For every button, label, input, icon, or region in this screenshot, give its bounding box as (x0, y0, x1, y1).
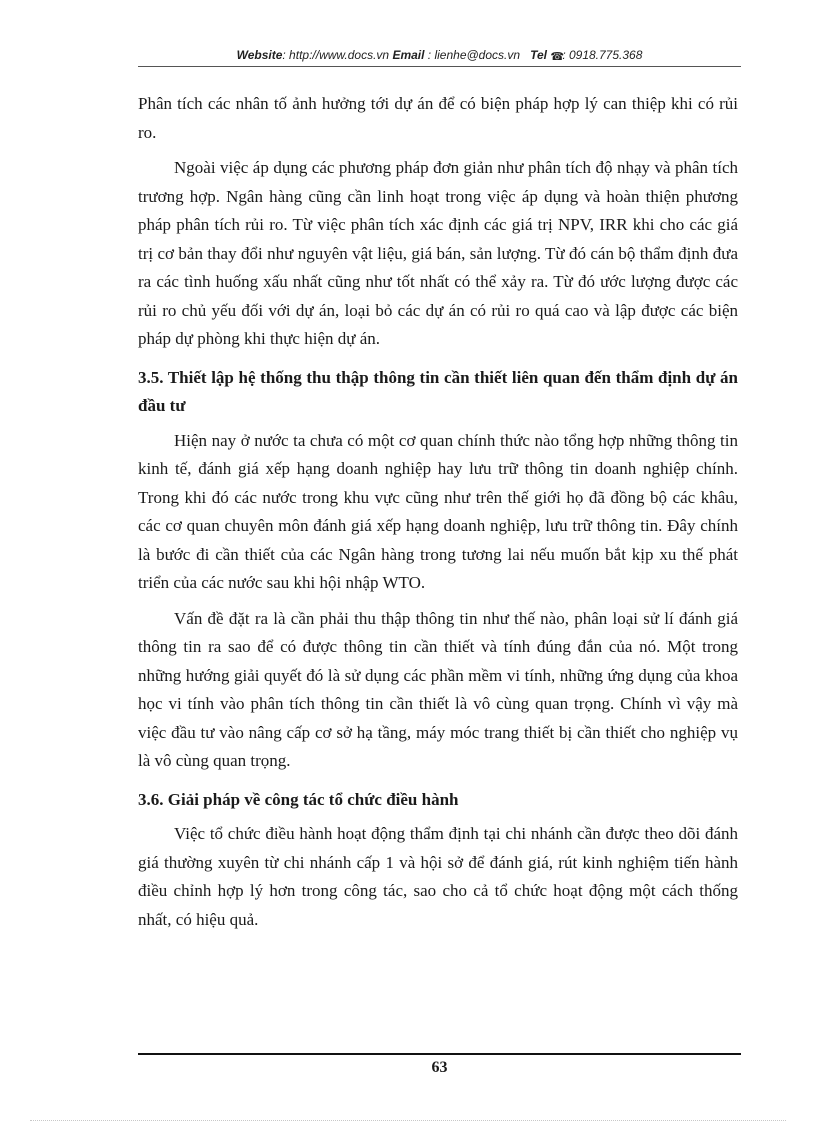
section-heading-3-6: 3.6. Giải pháp về công tác tổ chức điều hành (138, 789, 459, 809)
tel-label: Tel (530, 48, 547, 62)
footer-divider (138, 1053, 741, 1055)
section-heading-3-5: 3.5. Thiết lập hệ thống thu thập thông tin cần thiết liên quan đến thẩm định dự án đầu tư (138, 367, 738, 415)
paragraph-information-collection: Vấn đề đặt ra là cần phải thu thập thông tin như thế nào, phân loại sử lí đánh giá thông tin ra sao để có được thông tin cần thiết và tính đúng đắn của nó. Một trong những hướng giải quyết đó là sử dụng các phần mềm vi tính, những ứng dụng của khoa học vi tính vào phân tích thông tin cần thiết là vô cùng quan trọng. Chính vì vậy mà việc đầu tư vào nâng cấp cơ sở hạ tầng, máy móc trang thiết bị cần thiết cho nghiệp vụ là vô cùng quan trọng. (138, 608, 738, 770)
website-label: Website (236, 48, 283, 62)
email-value: : lienhe@docs.vn (424, 48, 521, 62)
page-content (138, 90, 738, 934)
paragraph-information-current-state: Hiện nay ở nước ta chưa có một cơ quan chính thức nào tổng hợp những thông tin kinh tế, đánh giá xếp hạng doanh nghiệp hay lưu trữ thông tin doanh nghiệp chính. Trong khi đó các nước trong khu vực cũng như trên thế giới họ đã đồng bộ các khâu, các cơ quan chuyên môn đánh giá xếp hạng doanh nghiệp, lưu trữ thông tin. Đây chính là bước đi cần thiết của các Ngân hàng trong tương lai nếu muốn bắt kịp xu thế phát triển của các nước sau khi hội nhập WTO. (138, 430, 738, 592)
tel-value: : 0918.775.368 (562, 48, 643, 62)
paragraph-risk-analysis: Ngoài việc áp dụng các phương pháp đơn giản như phân tích độ nhạy và phân tích trương hợp. Ngân hàng cũng cần linh hoạt trong việc áp dụng và hoàn thiện phương pháp phân tích rủi ro. Từ việc phân tích xác định các giá trị NPV, IRR khi cho các giá trị cơ bản thay đổi như nguyên vật liệu, giá bán, sản lượng. Từ đó cán bộ thẩm định đưa ra các tình huống xấu nhất cũng như tốt nhất có thể xảy ra. Từ đó ước lượng được các rủi ro chủ yếu đối với dự án, loại bỏ các dự án có rủi ro quá cao và lập được các biện pháp dự phòng khi thực hiện dự án. (138, 158, 738, 348)
paragraph-organization-management: Việc tổ chức điều hành hoạt động thẩm định tại chi nhánh cần được theo dõi đánh giá thường xuyên từ chi nhánh cấp 1 và hội sở để đánh giá, rút kinh nghiệm tiến hành điều chỉnh hợp lý hơn trong công tác, sao cho cả tổ chức hoạt động một cách thống nhất, có hiệu quả. (138, 824, 738, 929)
email-label: Email (392, 48, 425, 62)
page-bottom-dotted-line (30, 1120, 786, 1121)
phone-icon: ☎ (550, 51, 565, 63)
page-number: 63 (431, 1059, 448, 1076)
page-header (138, 46, 741, 67)
paragraph-risk-intervention: Phân tích các nhân tố ảnh hưởng tới dự án để có biện pháp hợp lý can thiệp khi có rủi ro. (138, 94, 738, 142)
website-value: : http://www.docs.vn (282, 48, 390, 62)
